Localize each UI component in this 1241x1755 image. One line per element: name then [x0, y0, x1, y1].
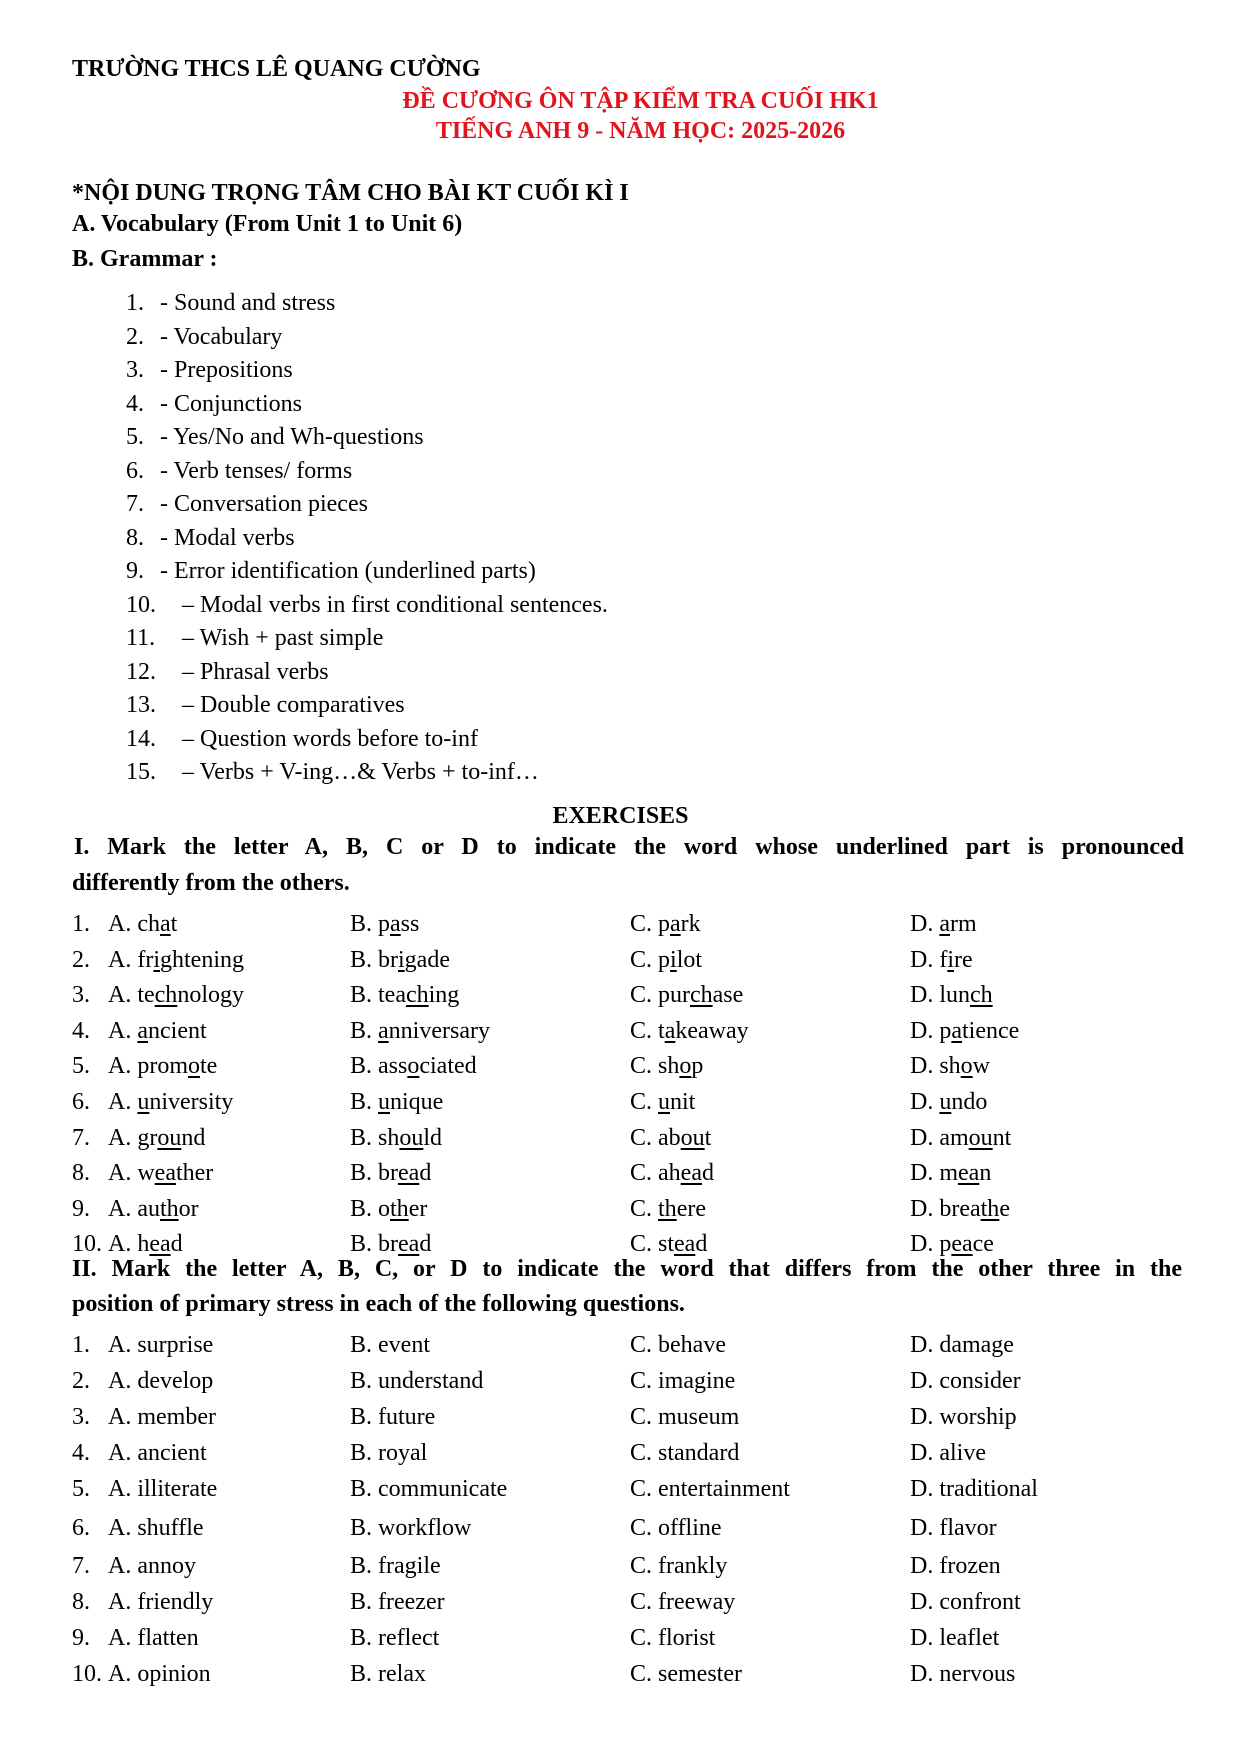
- question-number: 6.: [72, 1089, 90, 1115]
- option-c[interactable]: C. standard: [630, 1440, 740, 1466]
- underlined-part: u: [658, 1089, 671, 1115]
- underlined-part: i: [153, 946, 160, 973]
- underlined-part: ea: [398, 1231, 420, 1258]
- option-d[interactable]: D. fire: [910, 946, 973, 973]
- option-d[interactable]: D. damage: [910, 1332, 1014, 1358]
- option-d[interactable]: D. consider: [910, 1368, 1021, 1394]
- underlined-part: ch: [405, 982, 429, 1009]
- grammar-topic-item: [126, 759, 539, 786]
- stress-question: [72, 1332, 1192, 1364]
- grammar-topic-text: - Yes/No and Wh-questions: [160, 424, 424, 450]
- underlined-part: ea: [674, 1231, 696, 1258]
- option-d[interactable]: D. breathe: [910, 1195, 1010, 1222]
- option-a[interactable]: A. flatten: [108, 1625, 199, 1651]
- question-number: 3.: [72, 982, 90, 1009]
- underlined-part: i: [947, 946, 954, 973]
- option-a[interactable]: A. promote: [108, 1053, 218, 1080]
- option-c[interactable]: C. stead: [630, 1231, 708, 1258]
- option-d[interactable]: D. leaflet: [910, 1625, 1000, 1651]
- option-c[interactable]: C. unit: [630, 1089, 696, 1115]
- grammar-topic-text: – Phrasal verbs: [182, 658, 329, 685]
- underlined-part: i: [398, 946, 405, 973]
- underlined-part: a: [664, 1017, 676, 1044]
- option-a[interactable]: A. annoy: [108, 1553, 196, 1579]
- question-number: 7.: [72, 1124, 90, 1151]
- grammar-topic-text: - Vocabulary: [160, 323, 283, 350]
- underlined-part: ch: [690, 982, 713, 1009]
- option-a[interactable]: A. opinion: [108, 1661, 211, 1687]
- underlined-part: ea: [680, 1160, 702, 1187]
- option-b[interactable]: B. event: [350, 1332, 430, 1358]
- grammar-topic-item: [126, 458, 352, 485]
- option-c[interactable]: C. pilot: [630, 946, 703, 973]
- option-a[interactable]: A. chat: [108, 911, 178, 937]
- grammar-topic-item: [126, 324, 282, 351]
- stress-question: [72, 1515, 1192, 1547]
- grammar-topic-number: 5.: [126, 424, 144, 450]
- option-b[interactable]: B. understand: [350, 1368, 484, 1394]
- focus-heading: *NỘI DUNG TRỌNG TÂM CHO BÀI KT CUỐI KÌ I: [72, 180, 629, 206]
- grammar-topic-text: – Question words before to-inf: [182, 725, 478, 752]
- underlined-part: a: [137, 1017, 148, 1044]
- grammar-topic-number: 2.: [126, 323, 144, 350]
- question-number: 5.: [72, 1476, 90, 1502]
- option-a[interactable]: A. frightening: [108, 946, 244, 973]
- document-title: ĐỀ CƯƠNG ÔN TẬP KIỂM TRA CUỐI HK1: [402, 88, 879, 114]
- question-number: 1.: [72, 911, 90, 937]
- vocabulary-heading: A. Vocabulary (From Unit 1 to Unit 6): [72, 211, 463, 237]
- underlined-part: a: [159, 911, 171, 937]
- option-a[interactable]: A. surprise: [108, 1332, 214, 1358]
- option-d[interactable]: D. traditional: [910, 1476, 1038, 1502]
- underlined-part: ea: [958, 1160, 980, 1187]
- grammar-topic-text: – Double comparatives: [182, 692, 405, 718]
- grammar-topic-item: [126, 290, 335, 317]
- underlined-part: a: [670, 911, 681, 937]
- grammar-topic-item: [126, 659, 329, 686]
- option-d[interactable]: D. amount: [910, 1124, 1012, 1151]
- option-d[interactable]: D. confront: [910, 1589, 1021, 1615]
- question-number: 9.: [72, 1195, 90, 1222]
- option-d[interactable]: D. undo: [910, 1089, 988, 1115]
- option-a[interactable]: A. author: [108, 1195, 199, 1222]
- question-number: 6.: [72, 1515, 90, 1541]
- grammar-topic-number: 7.: [126, 491, 144, 517]
- option-b[interactable]: B. associated: [350, 1053, 477, 1080]
- stress-question: [72, 1625, 1192, 1657]
- underlined-part: ou: [680, 1124, 705, 1151]
- option-b[interactable]: B. other: [350, 1195, 428, 1222]
- option-c[interactable]: C. about: [630, 1124, 712, 1151]
- option-a[interactable]: A. ground: [108, 1124, 206, 1151]
- option-c[interactable]: C. offline: [630, 1515, 722, 1541]
- grammar-topic-number: 3.: [126, 357, 144, 383]
- option-b[interactable]: B. bread: [350, 1160, 432, 1187]
- stress-question: [72, 1661, 1192, 1693]
- option-d[interactable]: D. alive: [910, 1440, 986, 1466]
- option-a[interactable]: A. shuffle: [108, 1515, 204, 1541]
- option-a[interactable]: A. technology: [108, 982, 244, 1009]
- option-c[interactable]: C. purchase: [630, 982, 744, 1009]
- part2-instruction-line2: position of primary stress in each of the following questions.: [72, 1291, 685, 1317]
- option-b[interactable]: B. unique: [350, 1089, 444, 1115]
- underlined-part: a: [951, 1017, 962, 1044]
- question-number: 1.: [72, 1332, 90, 1358]
- underlined-part: ou: [968, 1124, 993, 1151]
- option-c[interactable]: C. frankly: [630, 1553, 728, 1579]
- option-b[interactable]: B. fragile: [350, 1553, 441, 1579]
- grammar-topic-number: 1.: [126, 290, 144, 316]
- question-number: 10.: [72, 1231, 102, 1258]
- option-a[interactable]: A. friendly: [108, 1589, 214, 1615]
- part1-instruction-line2: differently from the others.: [72, 870, 350, 896]
- option-c[interactable]: C. park: [630, 911, 701, 937]
- grammar-topic-text: - Error identification (underlined parts): [160, 558, 536, 584]
- option-b[interactable]: B. bread: [350, 1231, 432, 1258]
- underlined-part: ou: [157, 1124, 182, 1151]
- option-b[interactable]: B. anniversary: [350, 1017, 490, 1044]
- grammar-topic-number: 4.: [126, 390, 144, 417]
- underlined-part: u: [137, 1089, 150, 1115]
- option-a[interactable]: A. weather: [108, 1160, 214, 1187]
- option-c[interactable]: C. semester: [630, 1661, 742, 1687]
- option-a[interactable]: A. ancient: [108, 1440, 207, 1466]
- option-b[interactable]: B. should: [350, 1124, 443, 1151]
- question-number: 9.: [72, 1625, 90, 1651]
- option-b[interactable]: B. communicate: [350, 1476, 508, 1502]
- option-c[interactable]: C. there: [630, 1195, 706, 1222]
- grammar-topic-item: [126, 592, 608, 619]
- underlined-part: o: [407, 1053, 420, 1080]
- grammar-topic-text: - Prepositions: [160, 357, 293, 383]
- underlined-part: ea: [398, 1160, 420, 1187]
- option-c[interactable]: C. entertainment: [630, 1476, 790, 1502]
- option-c[interactable]: C. museum: [630, 1404, 740, 1430]
- grammar-topic-text: – Modal verbs in first conditional sentences.: [182, 591, 608, 618]
- underlined-part: a: [378, 1017, 389, 1044]
- grammar-topic-item: [126, 726, 478, 753]
- option-a[interactable]: A. university: [108, 1089, 234, 1115]
- underlined-part: ea: [951, 1231, 973, 1258]
- grammar-topic-number: 15.: [126, 759, 156, 785]
- underlined-part: a: [939, 911, 950, 937]
- underlined-part: th: [159, 1195, 179, 1222]
- question-number: 4.: [72, 1440, 90, 1466]
- option-b[interactable]: B. freezer: [350, 1589, 445, 1615]
- underlined-part: ch: [154, 982, 178, 1009]
- question-number: 3.: [72, 1404, 90, 1430]
- option-a[interactable]: A. ancient: [108, 1017, 207, 1044]
- option-d[interactable]: D. mean: [910, 1160, 992, 1187]
- grammar-topic-number: 13.: [126, 692, 156, 718]
- grammar-topic-number: 14.: [126, 725, 156, 752]
- question-number: 7.: [72, 1553, 90, 1579]
- grammar-topic-item: [126, 424, 424, 451]
- grammar-topic-item: [126, 692, 405, 719]
- option-b[interactable]: B. pass: [350, 911, 420, 937]
- underlined-part: th: [390, 1195, 409, 1222]
- option-a[interactable]: A. develop: [108, 1368, 214, 1394]
- option-a[interactable]: A. illiterate: [108, 1476, 218, 1502]
- option-c[interactable]: C. behave: [630, 1332, 726, 1358]
- grammar-topic-text: – Wish + past simple: [182, 625, 384, 651]
- grammar-topic-number: 10.: [126, 591, 156, 618]
- option-b[interactable]: B. brigade: [350, 946, 450, 973]
- stress-question: [72, 1553, 1192, 1585]
- underlined-part: o: [679, 1053, 692, 1080]
- question-number: 10.: [72, 1661, 102, 1687]
- underlined-part: ou: [399, 1124, 424, 1151]
- grammar-topic-number: 12.: [126, 658, 156, 685]
- grammar-topic-text: – Verbs + V-ing…& Verbs + to-inf…: [182, 759, 539, 785]
- grammar-topic-text: - Conjunctions: [160, 390, 302, 417]
- underlined-part: th: [658, 1195, 677, 1222]
- pronunciation-question: [72, 1089, 1192, 1121]
- option-d[interactable]: D. nervous: [910, 1661, 1016, 1687]
- underlined-part: ch: [970, 982, 993, 1009]
- pronunciation-question: [72, 982, 1192, 1014]
- exercises-title: EXERCISES: [552, 803, 689, 829]
- question-number: 5.: [72, 1053, 90, 1080]
- underlined-part: a: [390, 911, 401, 937]
- pronunciation-question: [72, 1196, 1192, 1228]
- stress-question: [72, 1404, 1192, 1436]
- option-d[interactable]: D. arm: [910, 911, 977, 937]
- school-name: TRƯỜNG THCS LÊ QUANG CƯỜNG: [72, 56, 481, 82]
- option-d[interactable]: D. worship: [910, 1404, 1017, 1430]
- stress-question: [72, 1440, 1192, 1472]
- option-d[interactable]: D. show: [910, 1053, 991, 1080]
- grammar-topic-item: [126, 558, 536, 585]
- option-b[interactable]: B. royal: [350, 1440, 428, 1466]
- option-d[interactable]: D. flavor: [910, 1515, 997, 1541]
- option-c[interactable]: C. shop: [630, 1053, 704, 1080]
- stress-question: [72, 1368, 1192, 1400]
- underlined-part: o: [188, 1053, 200, 1080]
- grammar-topic-number: 6.: [126, 457, 144, 484]
- grammar-topic-number: 9.: [126, 558, 144, 584]
- grammar-topic-item: [126, 391, 302, 418]
- grammar-topic-number: 11.: [126, 625, 156, 651]
- pronunciation-question: [72, 911, 1192, 943]
- option-b[interactable]: B. reflect: [350, 1625, 440, 1651]
- option-d[interactable]: D. lunch: [910, 982, 993, 1009]
- pronunciation-question: [72, 1125, 1192, 1157]
- grammar-topic-item: [126, 525, 295, 552]
- option-a[interactable]: A. member: [108, 1404, 216, 1430]
- option-c[interactable]: C. ahead: [630, 1160, 714, 1187]
- grammar-heading: B. Grammar :: [72, 246, 218, 272]
- option-b[interactable]: B. teaching: [350, 982, 460, 1009]
- grammar-topic-text: - Conversation pieces: [160, 491, 368, 517]
- option-c[interactable]: C. florist: [630, 1625, 716, 1651]
- option-c[interactable]: C. imagine: [630, 1368, 736, 1394]
- part2-instruction-line1: II. Mark the letter A, B, C, or D to indicate the word that differs from the other three in the: [72, 1256, 1182, 1282]
- option-d[interactable]: D. frozen: [910, 1553, 1001, 1579]
- grammar-topic-number: 8.: [126, 524, 144, 551]
- question-number: 8.: [72, 1589, 90, 1615]
- question-number: 4.: [72, 1017, 90, 1044]
- question-number: 8.: [72, 1160, 90, 1187]
- pronunciation-question: [72, 947, 1192, 979]
- grammar-topic-text: - Verb tenses/ forms: [160, 457, 353, 484]
- underlined-part: ea: [154, 1160, 176, 1187]
- option-d[interactable]: D. peace: [910, 1231, 994, 1258]
- grammar-topic-item: [126, 491, 368, 518]
- underlined-part: u: [939, 1089, 952, 1115]
- pronunciation-question: [72, 1160, 1192, 1192]
- part1-instruction-line1: I. Mark the letter A, B, C or D to indicate the word whose underlined part is pronounced: [74, 834, 1184, 860]
- option-d[interactable]: D. patience: [910, 1017, 1020, 1044]
- grammar-topic-text: - Sound and stress: [160, 290, 336, 316]
- option-a[interactable]: A. head: [108, 1231, 183, 1258]
- document-subtitle: TIẾNG ANH 9 - NĂM HỌC: 2025-2026: [435, 118, 846, 144]
- grammar-topic-text: - Modal verbs: [160, 524, 295, 551]
- option-b[interactable]: B. workflow: [350, 1515, 472, 1541]
- underlined-part: ea: [149, 1231, 171, 1258]
- grammar-topic-item: [126, 625, 383, 652]
- underlined-part: u: [378, 1089, 391, 1115]
- question-number: 2.: [72, 946, 90, 973]
- underlined-part: th: [980, 1195, 1000, 1222]
- option-b[interactable]: B. future: [350, 1404, 436, 1430]
- stress-question: [72, 1476, 1192, 1508]
- option-c[interactable]: C. freeway: [630, 1589, 736, 1615]
- question-number: 2.: [72, 1368, 90, 1394]
- grammar-topic-item: [126, 357, 293, 384]
- option-c[interactable]: C. takeaway: [630, 1017, 749, 1044]
- stress-question: [72, 1589, 1192, 1621]
- underlined-part: i: [670, 946, 677, 973]
- option-b[interactable]: B. relax: [350, 1661, 426, 1687]
- pronunciation-question: [72, 1018, 1192, 1050]
- underlined-part: o: [960, 1053, 973, 1080]
- pronunciation-question: [72, 1053, 1192, 1085]
